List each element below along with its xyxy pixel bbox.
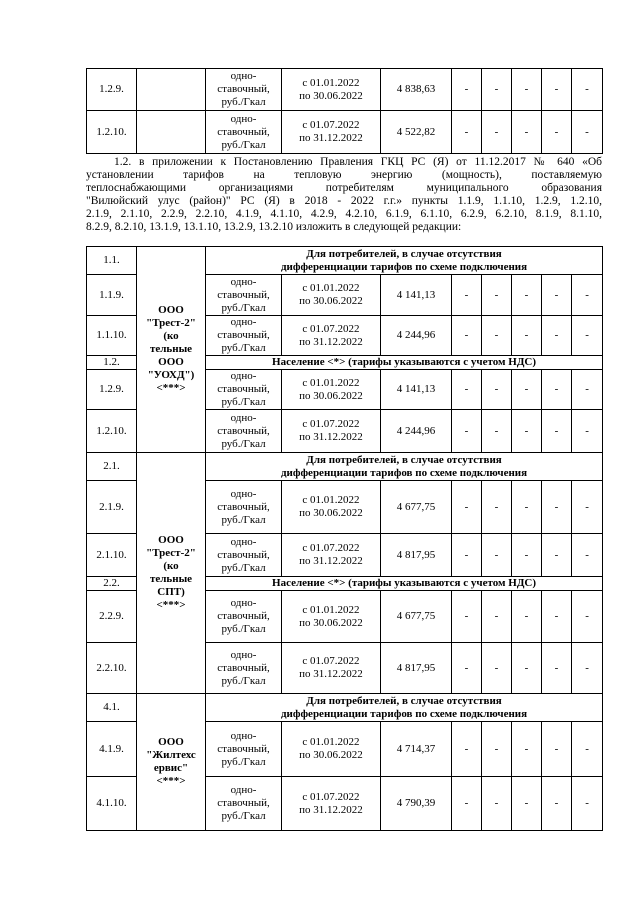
row-number: 4.1. xyxy=(87,694,137,722)
dash-cell: - xyxy=(482,722,512,777)
unit-cell: одно- ставочный, руб./Гкал xyxy=(206,69,282,111)
value-cell: 4 522,82 xyxy=(381,111,452,154)
dash-cell: - xyxy=(542,316,572,356)
unit-cell: одно- ставочный, руб./Гкал xyxy=(206,111,282,154)
dash-cell: - xyxy=(542,534,572,577)
unit-cell: одно- ставочный, руб./Гкал xyxy=(206,275,282,316)
dash-cell: - xyxy=(452,316,482,356)
org-name: ООО "Трест-2" (ко тельные ООО "УОХД") <***> xyxy=(137,247,206,453)
value-cell: 4 677,75 xyxy=(381,591,452,643)
dash-cell: - xyxy=(542,722,572,777)
dash-cell: - xyxy=(572,316,603,356)
period-cell: с 01.07.2022 по 31.12.2022 xyxy=(282,111,381,154)
value-cell: 4 838,63 xyxy=(381,69,452,111)
dash-cell: - xyxy=(512,777,542,831)
unit-cell: одно- ставочный, руб./Гкал xyxy=(206,410,282,453)
dash-cell: - xyxy=(512,370,542,410)
population-header: Население <*> (тарифы указываются с учетом НДС) xyxy=(206,356,603,370)
dash-cell: - xyxy=(542,777,572,831)
period-cell: с 01.01.2022 по 30.06.2022 xyxy=(282,722,381,777)
value-cell: 4 817,95 xyxy=(381,534,452,577)
unit-cell: одно- ставочный, руб./Гкал xyxy=(206,481,282,534)
dash-cell: - xyxy=(452,410,482,453)
dash-cell: - xyxy=(482,481,512,534)
value-cell: 4 677,75 xyxy=(381,481,452,534)
consumers-header: Для потребителей, в случае отсутствия дифференциации тарифов по схеме подключения xyxy=(206,247,603,275)
dash-cell: - xyxy=(452,370,482,410)
unit-cell: одно- ставочный, руб./Гкал xyxy=(206,370,282,410)
paragraph-line: теплоснабжающими организациями потребителям муниципального образования xyxy=(86,182,602,194)
amendment-paragraph xyxy=(86,156,602,234)
value-cell: 4 141,13 xyxy=(381,370,452,410)
dash-cell: - xyxy=(572,111,603,154)
row-number: 2.2.10. xyxy=(87,643,137,694)
dash-cell: - xyxy=(512,69,542,111)
dash-cell: - xyxy=(482,643,512,694)
unit-cell: одно- ставочный, руб./Гкал xyxy=(206,534,282,577)
row-number: 4.1.9. xyxy=(87,722,137,777)
dash-cell: - xyxy=(482,275,512,316)
dash-cell: - xyxy=(512,316,542,356)
dash-cell: - xyxy=(542,481,572,534)
dash-cell: - xyxy=(512,111,542,154)
table-row xyxy=(87,69,603,111)
dash-cell: - xyxy=(572,722,603,777)
dash-cell: - xyxy=(512,481,542,534)
dash-cell: - xyxy=(542,275,572,316)
dash-cell: - xyxy=(542,643,572,694)
dash-cell: - xyxy=(542,410,572,453)
unit-cell: одно- ставочный, руб./Гкал xyxy=(206,591,282,643)
dash-cell: - xyxy=(572,591,603,643)
value-cell: 4 244,96 xyxy=(381,410,452,453)
unit-cell: одно- ставочный, руб./Гкал xyxy=(206,643,282,694)
dash-cell: - xyxy=(482,777,512,831)
dash-cell: - xyxy=(572,777,603,831)
unit-cell: одно- ставочный, руб./Гкал xyxy=(206,316,282,356)
dash-cell: - xyxy=(542,591,572,643)
org-cell xyxy=(137,69,206,111)
dash-cell: - xyxy=(482,111,512,154)
dash-cell: - xyxy=(572,69,603,111)
dash-cell: - xyxy=(482,410,512,453)
table-row xyxy=(87,111,603,154)
row-number: 1.1.10. xyxy=(87,316,137,356)
dash-cell: - xyxy=(572,370,603,410)
dash-cell: - xyxy=(572,643,603,694)
period-cell: с 01.07.2022 по 31.12.2022 xyxy=(282,316,381,356)
value-cell: 4 817,95 xyxy=(381,643,452,694)
dash-cell: - xyxy=(512,534,542,577)
dash-cell: - xyxy=(452,69,482,111)
period-cell: с 01.07.2022 по 31.12.2022 xyxy=(282,777,381,831)
dash-cell: - xyxy=(542,111,572,154)
dash-cell: - xyxy=(512,722,542,777)
org-name: ООО "Трест-2" (ко тельные СПТ) <***> xyxy=(137,453,206,694)
population-header: Население <*> (тарифы указываются с учетом НДС) xyxy=(206,577,603,591)
value-cell: 4 141,13 xyxy=(381,275,452,316)
dash-cell: - xyxy=(482,316,512,356)
dash-cell: - xyxy=(452,534,482,577)
row-number: 1.1.9. xyxy=(87,275,137,316)
section-header-row xyxy=(87,247,603,275)
org-cell xyxy=(137,111,206,154)
row-number: 1.2. xyxy=(87,356,137,370)
dash-cell: - xyxy=(512,591,542,643)
dash-cell: - xyxy=(452,722,482,777)
dash-cell: - xyxy=(512,643,542,694)
row-number: 1.2.10. xyxy=(87,410,137,453)
period-cell: с 01.07.2022 по 31.12.2022 xyxy=(282,643,381,694)
row-number: 1.2.9. xyxy=(87,69,137,111)
paragraph-line: 2.1.9, 2.1.10, 2.2.9, 2.2.10, 4.1.9, 4.1.10, 4.2.9, 4.2.10, 6.1.9, 6.1.10, 6.2.9, 6.2.10, 8.1.9, 8.1.10, xyxy=(86,208,602,220)
row-number: 2.1.10. xyxy=(87,534,137,577)
row-number: 2.1. xyxy=(87,453,137,481)
dash-cell: - xyxy=(482,69,512,111)
section-header-row xyxy=(87,694,603,722)
period-cell: с 01.07.2022 по 31.12.2022 xyxy=(282,410,381,453)
paragraph-line: 8.2.9, 8.2.10, 13.1.9, 13.1.10, 13.2.9, 13.2.10 изложить в следующей редакции: xyxy=(86,221,462,233)
value-cell: 4 790,39 xyxy=(381,777,452,831)
dash-cell: - xyxy=(572,410,603,453)
row-number: 1.2.10. xyxy=(87,111,137,154)
dash-cell: - xyxy=(512,275,542,316)
dash-cell: - xyxy=(452,777,482,831)
row-number: 1.1. xyxy=(87,247,137,275)
dash-cell: - xyxy=(542,69,572,111)
dash-cell: - xyxy=(542,370,572,410)
dash-cell: - xyxy=(452,111,482,154)
dash-cell: - xyxy=(482,534,512,577)
dash-cell: - xyxy=(572,481,603,534)
period-cell: с 01.07.2022 по 31.12.2022 xyxy=(282,534,381,577)
period-cell: с 01.01.2022 по 30.06.2022 xyxy=(282,370,381,410)
dash-cell: - xyxy=(572,534,603,577)
paragraph-line: 1.2. в приложении к Постановлению Правления ГКЦ РС (Я) от 11.12.2017 № 640 «Об xyxy=(114,156,602,168)
row-number: 2.2. xyxy=(87,577,137,591)
value-cell: 4 714,37 xyxy=(381,722,452,777)
row-number: 2.2.9. xyxy=(87,591,137,643)
section-header-row xyxy=(87,453,603,481)
dash-cell: - xyxy=(452,643,482,694)
row-number: 2.1.9. xyxy=(87,481,137,534)
period-cell: с 01.01.2022 по 30.06.2022 xyxy=(282,591,381,643)
period-cell: с 01.01.2022 по 30.06.2022 xyxy=(282,69,381,111)
row-number: 4.1.10. xyxy=(87,777,137,831)
dash-cell: - xyxy=(482,370,512,410)
top-table xyxy=(86,68,603,154)
tariff-table xyxy=(86,246,603,831)
dash-cell: - xyxy=(482,591,512,643)
period-cell: с 01.01.2022 по 30.06.2022 xyxy=(282,275,381,316)
row-number: 1.2.9. xyxy=(87,370,137,410)
dash-cell: - xyxy=(452,481,482,534)
consumers-header: Для потребителей, в случае отсутствия дифференциации тарифов по схеме подключения xyxy=(206,453,603,481)
paragraph-line: установлении тарифов на тепловую энергию (мощность), поставляемую xyxy=(86,169,602,181)
consumers-header: Для потребителей, в случае отсутствия дифференциации тарифов по схеме подключения xyxy=(206,694,603,722)
unit-cell: одно- ставочный, руб./Гкал xyxy=(206,777,282,831)
org-name: ООО "Жилтехс ервис" <***> xyxy=(137,694,206,831)
paragraph-line: "Вилюйский улус (район)" РС (Я) в 2018 - 2022 г.г.» пункты 1.1.9, 1.1.10, 1.2.9, 1.2.10, xyxy=(86,195,602,207)
unit-cell: одно- ставочный, руб./Гкал xyxy=(206,722,282,777)
dash-cell: - xyxy=(512,410,542,453)
value-cell: 4 244,96 xyxy=(381,316,452,356)
dash-cell: - xyxy=(452,275,482,316)
dash-cell: - xyxy=(572,275,603,316)
dash-cell: - xyxy=(452,591,482,643)
period-cell: с 01.01.2022 по 30.06.2022 xyxy=(282,481,381,534)
